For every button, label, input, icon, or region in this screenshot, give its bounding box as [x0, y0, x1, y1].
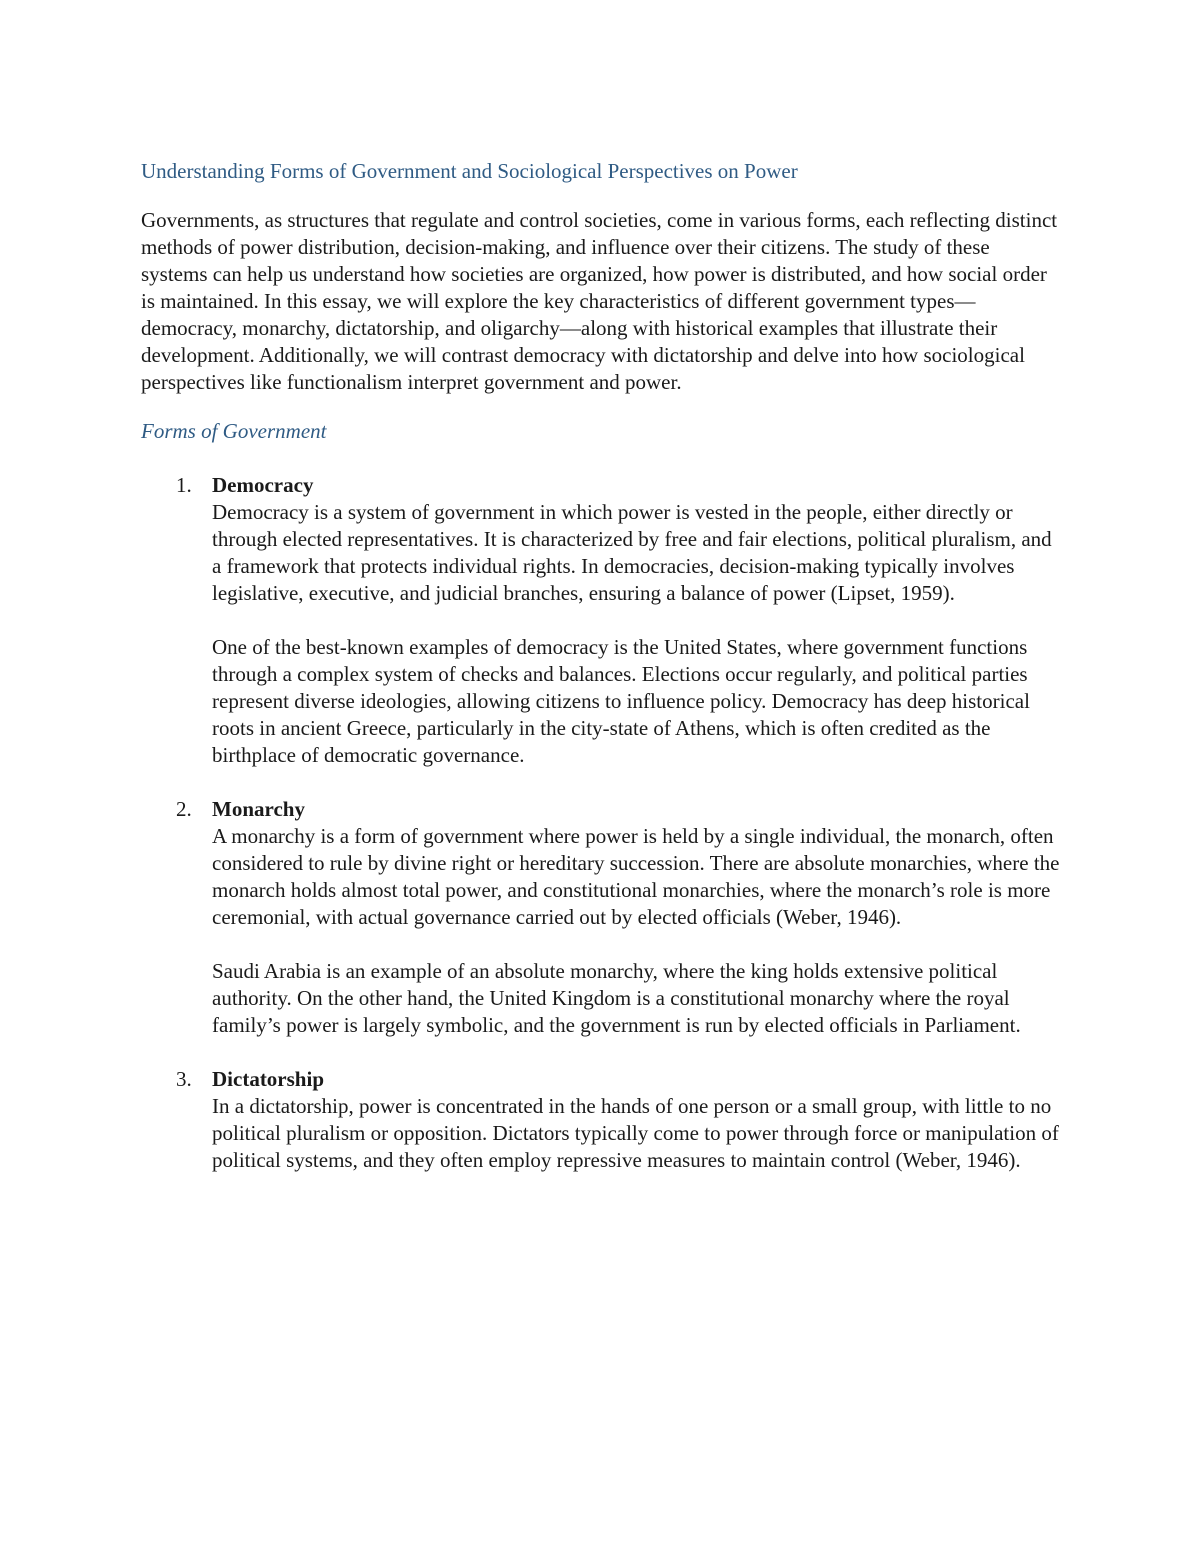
list-item-heading: Dictatorship	[212, 1067, 324, 1091]
list-item-paragraph: In a dictatorship, power is concentrated in the hands of one person or a small group, with little to no political pluralism or opposition. Dictators typically come to power through force or manipulation of political systems, and they often employ repressive measures to maintain control (Weber, 1946).	[212, 1094, 1059, 1172]
list-item-number: 1.	[176, 473, 192, 497]
list-item-democracy	[141, 472, 1061, 769]
intro-paragraph: Governments, as structures that regulate and control societies, come in various forms, each reflecting distinct methods of power distribution, decision-making, and influence over their citizens. The study of these systems can help us understand how societies are organized, how power is distributed, and how social order is maintained. In this essay, we will explore the key characteristics of different government types—democracy, monarchy, dictatorship, and oligarchy—along with historical examples that illustrate their development. Additionally, we will contrast democracy with dictatorship and delve into how sociological perspectives like functionalism interpret government and power.	[141, 208, 1058, 394]
document-title: Understanding Forms of Government and Sociological Perspectives on Power	[141, 159, 798, 183]
document-body	[141, 158, 1061, 1201]
list-item-paragraph: Democracy is a system of government in which power is vested in the people, either directly or through elected representatives. It is characterized by free and fair elections, political pluralism, and a framework that protects individual rights. In democracies, decision-making typically involves legislative, executive, and judicial branches, ensuring a balance of power (Lipset, 1959).	[212, 500, 1052, 605]
list-item-paragraph: A monarchy is a form of government where power is held by a single individual, the monarch, often considered to rule by divine right or hereditary succession. There are absolute monarchies, where the monarch holds almost total power, and constitutional monarchies, where the monarch’s role is more ceremonial, with actual governance carried out by elected officials (Weber, 1946).	[212, 824, 1060, 929]
list-item-dictatorship	[141, 1066, 1061, 1174]
list-item-number: 3.	[176, 1067, 192, 1091]
list-item-monarchy	[141, 796, 1061, 1039]
list-item-number: 2.	[176, 797, 192, 821]
list-item-paragraph: One of the best-known examples of democracy is the United States, where government functions through a complex system of checks and balances. Elections occur regularly, and political parties represent diverse ideologies, allowing citizens to influence policy. Democracy has deep historical roots in ancient Greece, particularly in the city-state of Athens, which is often credited as the birthplace of democratic governance.	[212, 635, 1030, 767]
list-item-heading: Monarchy	[212, 797, 305, 821]
list-item-heading: Democracy	[212, 473, 314, 497]
section-heading: Forms of Government	[141, 419, 327, 443]
government-types-list	[141, 472, 1061, 1174]
list-item-paragraph: Saudi Arabia is an example of an absolute monarchy, where the king holds extensive political authority. On the other hand, the United Kingdom is a constitutional monarchy where the royal family’s power is largely symbolic, and the government is run by elected officials in Parliament.	[212, 959, 1021, 1037]
